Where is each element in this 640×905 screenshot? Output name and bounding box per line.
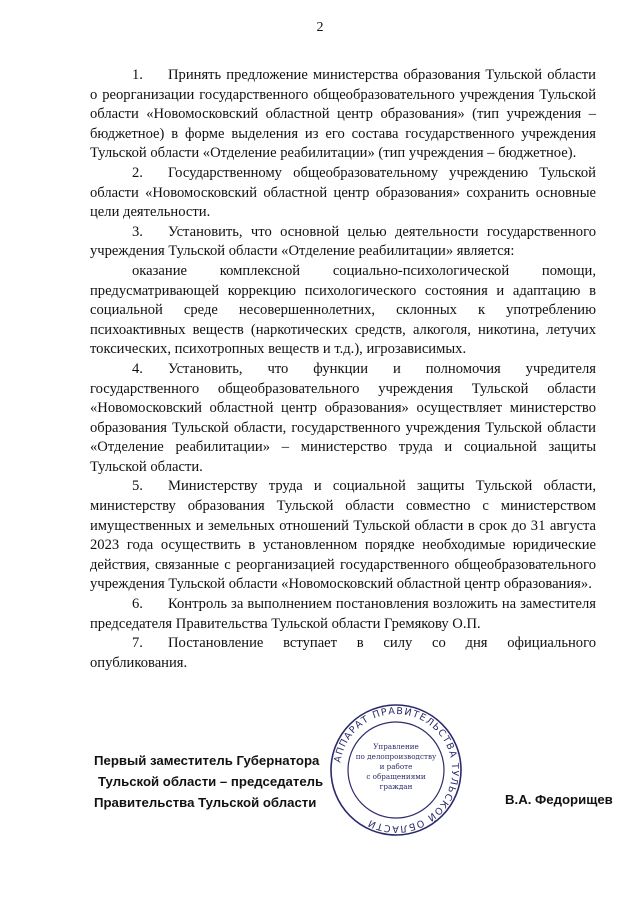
paragraph-text: Принять предложение министерства образования Тульской области о реорганизации государственного общеобразовательного учреждения Тульской области «Новомосковский областной центр образования» (тип учреждения – бюджетное) в форме выделения из его состава государственного учреждения Тульской области «Отделение реабилитации» (тип учреждения – бюджетное). (90, 67, 596, 162)
signatory-name: В.А. Федорищев (505, 792, 613, 807)
signature-title-line-2: Тульской области – председатель (98, 774, 324, 789)
paragraph-text: Установить, что основной целью деятельности государственного учреждения Тульской области «Отделение реабилитации» является: (90, 223, 596, 260)
seal-center-line-4: с обращениями (366, 772, 426, 781)
paragraph-7 (90, 634, 596, 673)
seal-center-line-5: граждан (379, 782, 413, 791)
signature-block (94, 750, 323, 813)
paragraph-3-detail (90, 262, 596, 360)
paragraph-6 (90, 595, 596, 634)
paragraph-4 (90, 360, 596, 478)
paragraph-text: Контроль за выполнением постановления возложить на заместителя председателя Правительства Тульской области Гремякову О.П. (90, 596, 596, 632)
paragraph-number: 6. (132, 596, 143, 613)
paragraph-number: 4. (132, 360, 143, 377)
signature-title-line-1: Первый заместитель Губернатора (94, 753, 320, 768)
paragraph-3 (90, 223, 596, 262)
paragraph-number: 1. (132, 67, 143, 83)
paragraph-number: 5. (132, 478, 143, 495)
seal-center-line-1: Управление (373, 742, 419, 751)
paragraph-1 (90, 66, 596, 164)
official-seal-stamp (328, 702, 464, 838)
paragraph-number: 3. (132, 223, 143, 240)
paragraph-2 (90, 164, 596, 223)
paragraph-text: Министерству труда и социальной защиты Тульской области, министерству образования Тульской области совместно с министерством имущественных и земельных отношений Тульской области в срок до 31 августа 2023 года осуществить в установленном порядке необходимые юридические действия, связанные с реорганизацией государственного общеобразовательного учреждения Тульской области «Новомосковский областной центр образования». (90, 478, 596, 593)
paragraph-number: 2. (132, 164, 143, 181)
signature-title-line-3: Правительства Тульской области (94, 795, 317, 810)
document-body (90, 66, 596, 673)
seal-center-line-3: и работе (379, 762, 413, 771)
paragraph-text: Установить, что функции и полномочия учредителя государственного общеобразовательного учреждения Тульской области «Новомосковский областной центр образования» осуществляет министерство образования Тульской области, государственного учреждения Тульской области «Отделение реабилитации» – министерство труда и социальной защиты Тульской области. (90, 360, 596, 475)
paragraph-text: Постановление вступает в силу со дня официального опубликования. (90, 635, 596, 671)
paragraph-number: 7. (132, 635, 143, 652)
paragraph-5 (90, 477, 596, 595)
page-number: 2 (316, 20, 324, 35)
paragraph-text: оказание комплексной социально-психологической помощи, предусматривающей коррекцию психологического состояния и адаптацию в социальной среде несовершеннолетних, склонных к употреблению психоактивных веществ (наркотических средств, алкоголя, никотина, летучих токсических, психотропных веществ и т.д.), игрозависимых. (90, 262, 596, 358)
seal-ring-text: АППАРАТ ПРАВИТЕЛЬСТВА ТУЛЬСКОЙ ОБЛАСТИ (332, 705, 461, 835)
paragraph-text: Государственному общеобразовательному учреждению Тульской области «Новомосковский областной центр образования» сохранить основные цели деятельности. (90, 164, 596, 221)
seal-center-line-2: по делопроизводству (355, 752, 437, 761)
